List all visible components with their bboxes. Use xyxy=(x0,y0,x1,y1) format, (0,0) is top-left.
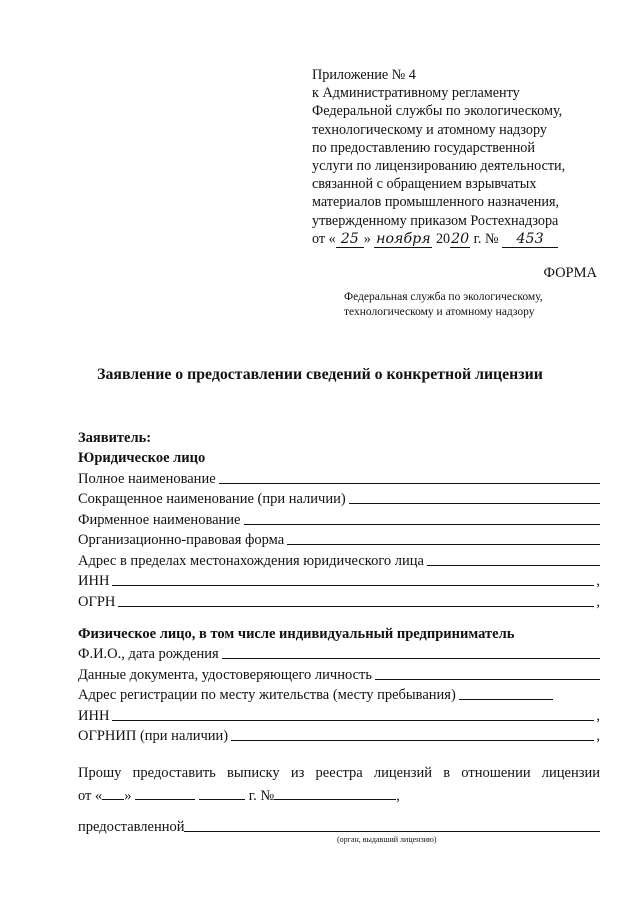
field-ogrn xyxy=(78,590,600,611)
field-label: Организационно-правовая форма xyxy=(78,532,285,548)
field-inn xyxy=(78,570,600,591)
blank-line[interactable] xyxy=(112,719,594,721)
comma: , xyxy=(596,593,600,610)
comma: , xyxy=(596,728,600,744)
provided-by-line xyxy=(78,815,600,836)
decree-month-handwritten: ноября xyxy=(376,230,431,247)
field-label: ИНН xyxy=(78,573,110,589)
agency-block xyxy=(344,290,604,320)
blank-line[interactable] xyxy=(219,482,600,484)
field-fio-birthdate xyxy=(78,643,600,664)
legal-entity-section xyxy=(78,426,600,611)
field-label: Адрес регистрации по месту жительства (месту пребывания) xyxy=(78,687,456,703)
blank-day[interactable] xyxy=(102,785,124,800)
blank-line[interactable] xyxy=(375,678,600,680)
approval-line: к Административному регламенту xyxy=(312,85,520,102)
agency-line: технологическому и атомному надзору xyxy=(344,306,535,318)
request-from-prefix: от « xyxy=(78,788,103,804)
field-legal-address xyxy=(78,549,600,570)
blank-line[interactable] xyxy=(231,739,594,741)
approval-line: связанной с обращением взрывчатых xyxy=(312,176,537,193)
decree-close-quote: » xyxy=(363,230,371,247)
field-legal-form xyxy=(78,529,600,550)
applicant-heading: Заявитель: xyxy=(78,429,152,446)
field-ogrnip xyxy=(78,725,600,746)
approval-line: материалов промышленного назначения, xyxy=(312,194,560,211)
comma: , xyxy=(596,573,600,589)
blank-license-number[interactable] xyxy=(274,785,396,800)
field-label: Данные документа, удостоверяющего личность xyxy=(78,666,372,683)
individual-section xyxy=(78,622,600,745)
comma: , xyxy=(396,788,400,804)
field-registration-address xyxy=(78,684,600,705)
field-label: Адрес в пределах местонахождения юридического лица xyxy=(78,552,424,569)
field-label: Полное наименование xyxy=(78,470,216,487)
request-text: Прошу предоставить выписку из реестра лицензий в отношении лицензии xyxy=(78,765,600,781)
approval-line: Приложение № 4 xyxy=(312,67,416,83)
approval-line: утвержденному приказом Ростехнадзора xyxy=(312,212,559,229)
field-label: Ф.И.О., дата рождения xyxy=(78,646,219,662)
blank-line[interactable] xyxy=(349,502,600,504)
blank-year[interactable] xyxy=(199,785,245,800)
blank-line[interactable] xyxy=(112,584,594,586)
field-id-document xyxy=(78,663,600,684)
provided-caption: (орган, выдавший лицензию) xyxy=(337,835,437,844)
field-label: Фирменное наименование xyxy=(78,511,241,528)
decree-year-label: г. xyxy=(473,230,482,247)
decree-day-handwritten: 25 xyxy=(336,232,364,248)
document-title: Заявление о предоставлении сведений о конкретной лицензии xyxy=(97,366,543,383)
field-label: ОГРН xyxy=(78,593,116,610)
blank-line[interactable] xyxy=(222,657,600,659)
form-label: ФОРМА xyxy=(543,265,597,281)
decree-year-prefix: 20 xyxy=(435,230,451,247)
decree-number-label: № xyxy=(484,230,499,247)
field-label: ОГРНИП (при наличии) xyxy=(78,728,229,744)
decree-year-handwritten: 20 xyxy=(451,230,470,247)
blank-line[interactable] xyxy=(287,543,600,545)
individual-heading: Физическое лицо, в том числе индивидуальный предприниматель xyxy=(78,625,515,642)
approval-line: по предоставлению государственной xyxy=(312,139,535,156)
field-label: ИНН xyxy=(78,707,110,724)
approval-line: услуги по лицензированию деятельности, xyxy=(312,158,566,175)
field-label: Сокращенное наименование (при наличии) xyxy=(78,491,346,507)
blank-month[interactable] xyxy=(135,785,195,800)
field-individual-inn xyxy=(78,704,600,725)
request-year-number-label: г. № xyxy=(248,788,275,804)
approval-line: технологическому и атомному надзору xyxy=(312,121,547,138)
provided-label: предоставленной xyxy=(78,818,185,835)
blank-line[interactable] xyxy=(427,564,600,566)
field-full-name xyxy=(78,467,600,488)
field-brand-name xyxy=(78,508,600,529)
blank-line[interactable] xyxy=(244,523,601,525)
blank-line[interactable] xyxy=(118,605,594,607)
blank-line[interactable] xyxy=(459,698,553,700)
request-close-quote: » xyxy=(124,788,132,804)
decree-number-handwritten: 453 xyxy=(502,232,558,248)
legal-entity-heading: Юридическое лицо xyxy=(78,450,206,466)
comma: , xyxy=(596,707,600,724)
field-short-name xyxy=(78,488,600,509)
decree-date-line xyxy=(312,230,612,248)
request-date-number-line xyxy=(78,785,400,805)
decree-prefix: от « xyxy=(312,230,336,247)
agency-line: Федеральная служба по экологическому, xyxy=(344,291,543,303)
approval-block xyxy=(312,66,612,248)
approval-line: Федеральной службы по экологическому, xyxy=(312,103,563,120)
blank-line[interactable] xyxy=(184,830,600,832)
